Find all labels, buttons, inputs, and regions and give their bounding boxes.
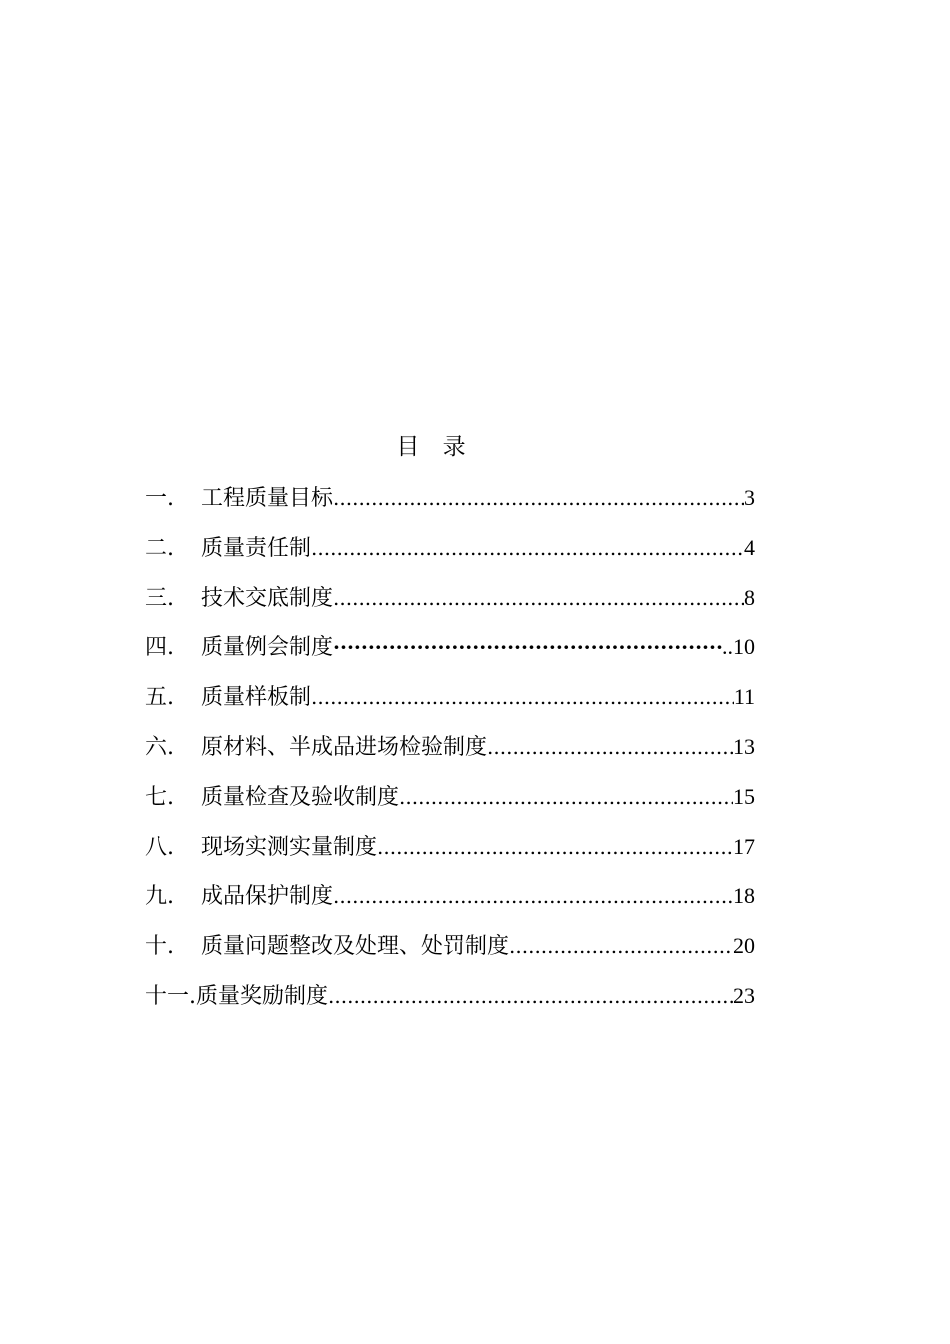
toc-entry[interactable] [145,530,755,580]
toc-dot-leader [333,629,722,665]
toc-entry-title: 现场实测实量制度 [201,834,378,860]
toc-entry-page: 17 [733,833,755,859]
toc-entry-page: 13 [733,733,755,759]
toc-entry-number: 四. [145,635,174,661]
toc-dot-leader [333,480,744,516]
toc-entry-page: 20 [733,933,755,959]
toc-dot-leader [311,679,734,715]
toc-entry-title: 质量例会制度 [201,635,334,661]
toc-entry-title: 工程质量目标 [201,486,334,511]
toc-entry-page: 8 [744,584,755,610]
toc-entry-number: 三. [145,585,174,611]
toc-entry[interactable] [145,928,755,978]
toc-entry-title: 技术交底制度 [201,585,334,611]
toc-entry-title: 成品保护制度 [201,884,334,910]
toc-dot-leader [487,729,733,765]
toc-entry[interactable] [145,829,755,879]
toc-dot-leader [377,829,733,865]
toc-entry-title: 质量奖励制度 [196,983,329,1009]
toc-entry[interactable] [145,978,755,1028]
toc-entry-page: 11 [733,684,755,710]
toc-entry-title: 质量问题整改及处理、处罚制度 [201,934,510,960]
table-of-contents [145,480,755,1028]
toc-entry-page: ..10 [722,634,755,660]
toc-entry-title: 原材料、半成品进场检验制度 [201,734,488,760]
toc-entry-title: 质量样板制 [201,685,312,711]
toc-entry-number: 八. [145,834,174,860]
toc-entry-page: 15 [733,783,755,809]
toc-dot-leader [311,530,744,566]
toc-dot-leader [333,878,733,914]
toc-entry[interactable] [145,729,755,779]
toc-dot-leader [333,580,744,616]
toc-dot-leader [399,779,733,815]
toc-entry[interactable] [145,679,755,729]
toc-entry-number: 五. [145,685,174,711]
toc-entry-number: 十一. [145,983,196,1009]
toc-dot-leader [509,928,733,964]
toc-entry-number: 九. [145,884,174,910]
toc-entry-page: 4 [744,534,755,560]
toc-entry-title: 质量检查及验收制度 [201,784,400,810]
toc-entry[interactable] [145,779,755,829]
toc-dot-leader [328,978,733,1014]
toc-entry-number: 一. [145,486,174,511]
toc-entry-number: 二. [145,535,174,561]
toc-entry-page: 3 [744,485,755,510]
toc-entry[interactable] [145,580,755,630]
toc-entry-title: 质量责任制 [201,535,312,561]
toc-title: 目 录 [396,434,474,460]
toc-entry-number: 七. [145,784,174,810]
toc-entry-number: 六. [145,734,174,760]
toc-entry-number: 十. [145,934,174,960]
toc-entry-page: 18 [733,883,755,909]
toc-entry[interactable] [145,878,755,928]
toc-entry[interactable] [145,629,755,679]
toc-entry-page: 23 [733,982,755,1008]
toc-entry[interactable] [145,480,755,530]
